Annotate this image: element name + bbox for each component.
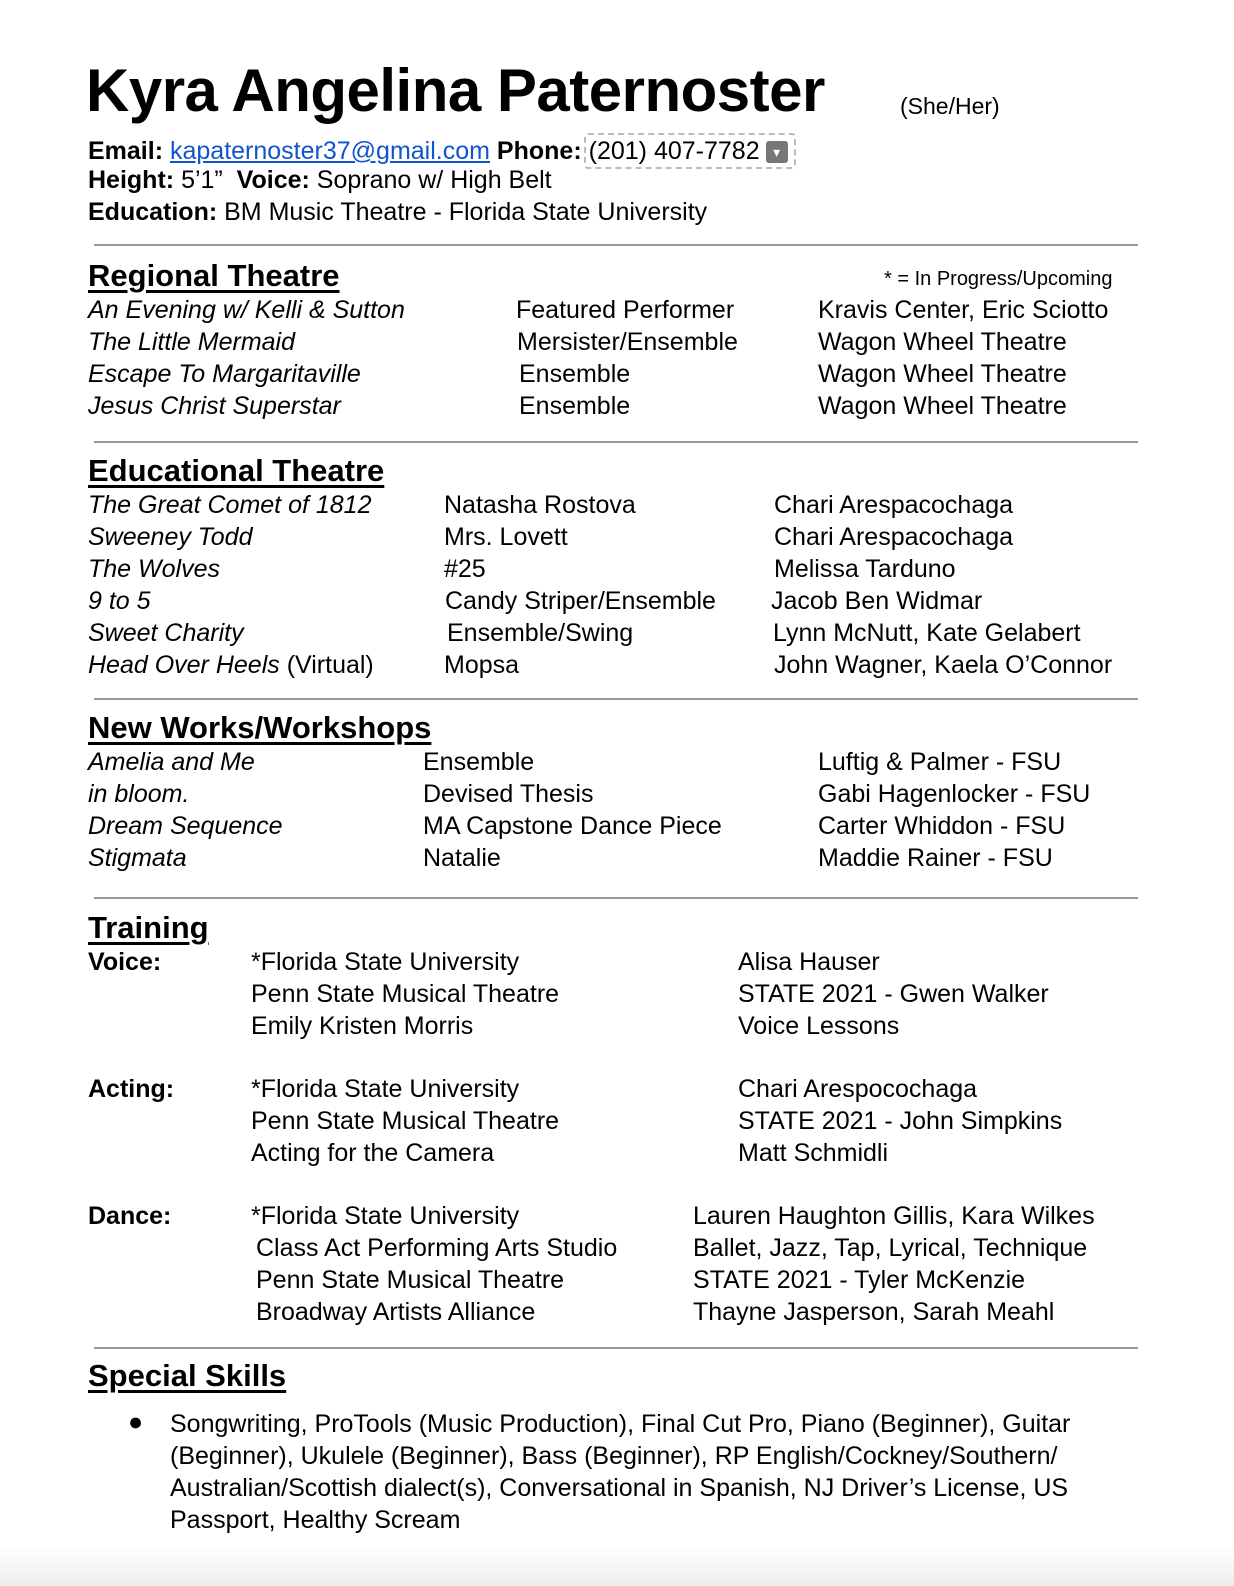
new-works-role: Ensemble bbox=[423, 748, 535, 776]
contact-line bbox=[88, 133, 796, 169]
divider bbox=[94, 1347, 1138, 1349]
educational-show: 9 to 5 bbox=[88, 587, 151, 615]
divider bbox=[94, 441, 1138, 443]
regional-show: Jesus Christ Superstar bbox=[88, 392, 341, 420]
training-teacher: STATE 2021 - Gwen Walker bbox=[738, 980, 1049, 1008]
bullet-icon: ● bbox=[128, 1408, 144, 1436]
special-skills-title: Special Skills bbox=[88, 1358, 287, 1393]
training-acting-label: Acting: bbox=[88, 1075, 175, 1103]
educational-director: Chari Arespacochaga bbox=[774, 523, 1014, 551]
height-label: Height: bbox=[88, 166, 175, 194]
training-voice-label: Voice: bbox=[88, 948, 162, 976]
divider bbox=[94, 244, 1138, 246]
email-label: Email: bbox=[88, 137, 164, 165]
training-teacher: STATE 2021 - John Simpkins bbox=[738, 1107, 1063, 1135]
pronouns: (She/Her) bbox=[900, 93, 1000, 119]
divider bbox=[94, 698, 1138, 700]
regional-show: Escape To Margaritaville bbox=[88, 360, 361, 388]
new-works-credit: Maddie Rainer - FSU bbox=[818, 844, 1053, 872]
educational-director: Lynn McNutt, Kate Gelabert bbox=[773, 619, 1081, 647]
educational-show: Sweet Charity bbox=[88, 619, 244, 647]
educational-show: Head Over Heels (Virtual) bbox=[88, 651, 374, 679]
training-school: *Florida State University bbox=[251, 948, 520, 976]
progress-note: * = In Progress/Upcoming bbox=[884, 268, 1113, 290]
educational-role: Candy Striper/Ensemble bbox=[445, 587, 716, 615]
new-works-credit: Carter Whiddon - FSU bbox=[818, 812, 1066, 840]
educational-role: Natasha Rostova bbox=[444, 491, 636, 519]
new-works-role: Devised Thesis bbox=[423, 780, 594, 808]
regional-venue: Wagon Wheel Theatre bbox=[818, 392, 1067, 420]
educational-show: The Great Comet of 1812 bbox=[88, 491, 372, 519]
phone-number: (201) 407-7782 bbox=[588, 137, 760, 165]
regional-role: Mersister/Ensemble bbox=[517, 328, 738, 356]
educational-director: Melissa Tarduno bbox=[774, 555, 956, 583]
educational-show: The Wolves bbox=[88, 555, 220, 583]
training-dance-label: Dance: bbox=[88, 1202, 172, 1230]
divider bbox=[94, 897, 1138, 899]
training-teacher: Thayne Jasperson, Sarah Meahl bbox=[693, 1298, 1055, 1326]
height-voice-line bbox=[88, 166, 552, 195]
education-line bbox=[88, 198, 707, 227]
training-school: Acting for the Camera bbox=[251, 1139, 495, 1167]
training-school: Penn State Musical Theatre bbox=[256, 1266, 565, 1294]
voice-value: Soprano w/ High Belt bbox=[316, 166, 552, 194]
training-school: Penn State Musical Theatre bbox=[251, 1107, 560, 1135]
training-school: Class Act Performing Arts Studio bbox=[256, 1234, 618, 1262]
page-bottom-shade bbox=[0, 1546, 1234, 1586]
educational-role: #25 bbox=[444, 555, 486, 583]
new-works-title: New Works/Workshops bbox=[88, 710, 432, 745]
new-works-credit: Gabi Hagenlocker - FSU bbox=[818, 780, 1091, 808]
training-teacher: Lauren Haughton Gillis, Kara Wilkes bbox=[693, 1202, 1095, 1230]
new-works-show: in bloom. bbox=[88, 780, 190, 808]
new-works-role: MA Capstone Dance Piece bbox=[423, 812, 722, 840]
height-value: 5’1” bbox=[181, 166, 223, 194]
training-teacher: Chari Arespocochaga bbox=[738, 1075, 978, 1103]
educational-show: Sweeney Todd bbox=[88, 523, 253, 551]
regional-role: Ensemble bbox=[519, 392, 631, 420]
phone-label: Phone: bbox=[496, 137, 582, 165]
new-works-role: Natalie bbox=[423, 844, 501, 872]
education-label: Education: bbox=[88, 198, 218, 226]
educational-theatre-title: Educational Theatre bbox=[88, 453, 385, 488]
new-works-show: Stigmata bbox=[88, 844, 187, 872]
training-school: Penn State Musical Theatre bbox=[251, 980, 560, 1008]
regional-venue: Wagon Wheel Theatre bbox=[818, 360, 1067, 388]
educational-role: Mopsa bbox=[444, 651, 520, 679]
regional-role: Ensemble bbox=[519, 360, 631, 388]
educational-director: John Wagner, Kaela O’Connor bbox=[774, 651, 1113, 679]
regional-theatre-title: Regional Theatre bbox=[88, 258, 340, 293]
new-works-show: Dream Sequence bbox=[88, 812, 283, 840]
educational-role: Mrs. Lovett bbox=[444, 523, 568, 551]
training-title: Training bbox=[88, 910, 209, 945]
training-teacher: Alisa Hauser bbox=[738, 948, 880, 976]
regional-show: An Evening w/ Kelli & Sutton bbox=[88, 296, 405, 324]
training-teacher: STATE 2021 - Tyler McKenzie bbox=[693, 1266, 1026, 1294]
regional-venue: Kravis Center, Eric Sciotto bbox=[818, 296, 1109, 324]
training-teacher: Matt Schmidli bbox=[738, 1139, 889, 1167]
training-school: Broadway Artists Alliance bbox=[256, 1298, 536, 1326]
phone-chip[interactable] bbox=[584, 133, 796, 169]
educational-director: Jacob Ben Widmar bbox=[771, 587, 983, 615]
training-school: *Florida State University bbox=[251, 1075, 520, 1103]
new-works-credit: Luftig & Palmer - FSU bbox=[818, 748, 1062, 776]
training-school: Emily Kristen Morris bbox=[251, 1012, 474, 1040]
email-link[interactable]: kapaternoster37@gmail.com bbox=[169, 137, 490, 165]
training-teacher: Ballet, Jazz, Tap, Lyrical, Technique bbox=[693, 1234, 1088, 1262]
regional-role: Featured Performer bbox=[516, 296, 735, 324]
regional-venue: Wagon Wheel Theatre bbox=[818, 328, 1067, 356]
regional-show: The Little Mermaid bbox=[88, 328, 296, 356]
education-value: BM Music Theatre - Florida State University bbox=[224, 198, 708, 226]
training-school: *Florida State University bbox=[251, 1202, 520, 1230]
new-works-show: Amelia and Me bbox=[88, 748, 255, 776]
chevron-down-icon[interactable]: ▾ bbox=[766, 141, 788, 163]
educational-role: Ensemble/Swing bbox=[447, 619, 634, 647]
special-skills-text: Songwriting, ProTools (Music Production), Final Cut Pro, Piano (Beginner), Guitar (Beginner), Ukulele (Beginner), Bass (Beginner), RP English/Cockney/Southern/ Australian/Scottish dialect(s), Conversational in Spanish, NJ Driver’s License, US Passport, Healthy Scream bbox=[170, 1410, 1071, 1534]
resume-name: Kyra Angelina Paternoster bbox=[86, 57, 825, 124]
educational-director: Chari Arespacochaga bbox=[774, 491, 1014, 519]
voice-label: Voice: bbox=[236, 166, 310, 194]
training-teacher: Voice Lessons bbox=[738, 1012, 900, 1040]
